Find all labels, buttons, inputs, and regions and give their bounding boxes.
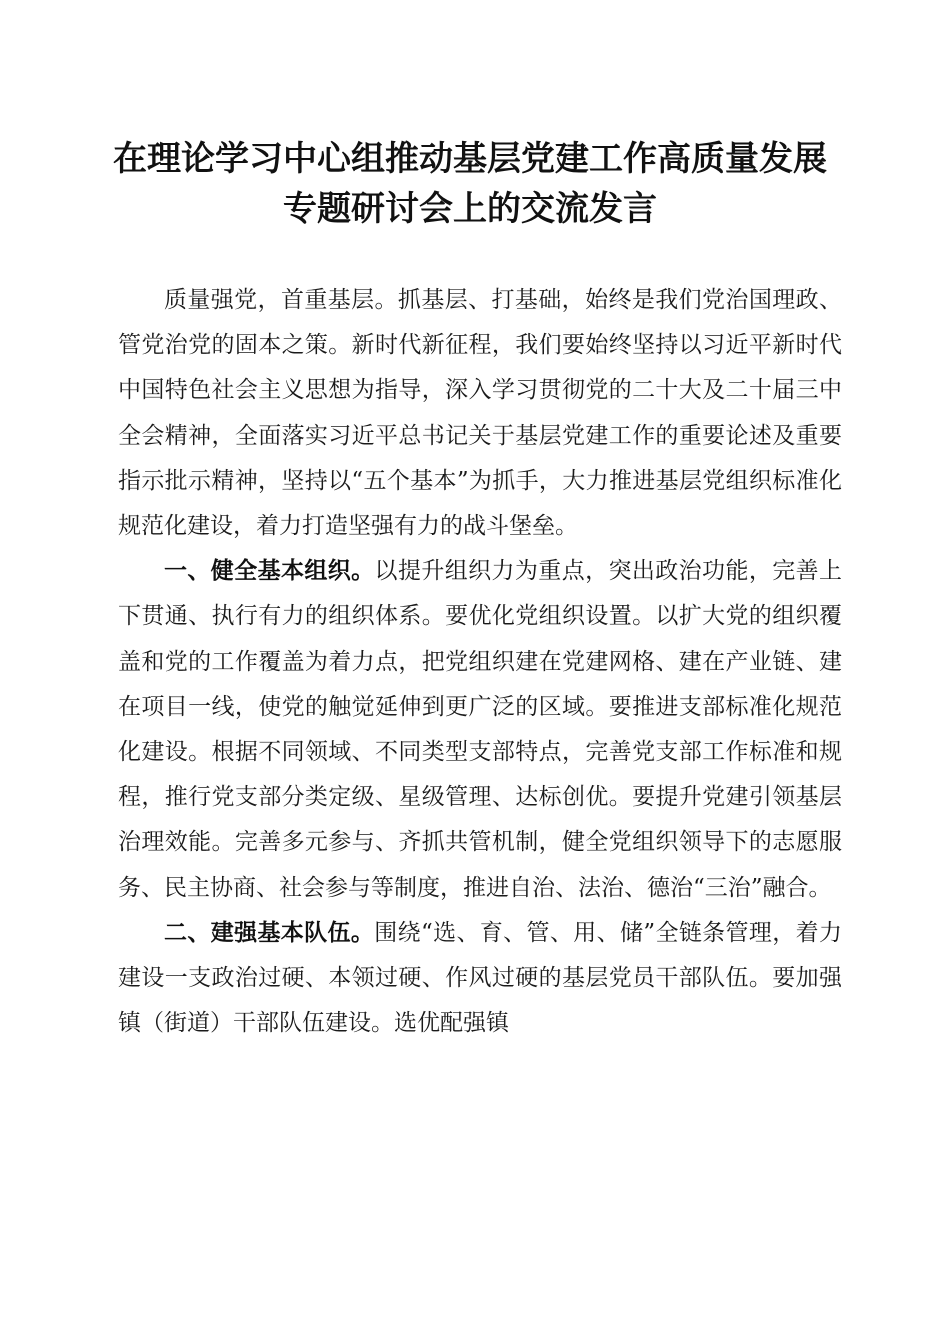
section-1-paragraph — [118, 549, 842, 911]
section-2-paragraph — [118, 911, 842, 1047]
paragraph-text: 围绕“选、育、管、用、储”全链条管理，着力建设一支政治过硬、本领过硬、作风过硬的基层党员干部队伍。要加强镇（街道）干部队伍建设。选优配强镇 — [118, 919, 842, 1037]
intro-paragraph — [118, 278, 842, 549]
document-body — [118, 278, 842, 1046]
paragraph-text: 质量强党，首重基层。抓基层、打基础，始终是我们党治国理政、管党治党的固本之策。新时代新征程，我们要始终坚持以习近平新时代中国特色社会主义思想为指导，深入学习贯彻党的二十大及二十届三中全会精神，全面落实习近平总书记关于基层党建工作的重要论述及重要指示批示精神，坚持以“五个基本”为抓手，大力推进基层党组织标准化规范化建设，着力打造坚强有力的战斗堡垒。 — [118, 287, 842, 540]
document-title: 在理论学习中心组推动基层党建工作高质量发展专题研讨会上的交流发言 — [113, 139, 827, 229]
section-2-heading: 二、建强基本队伍。 — [164, 919, 375, 946]
section-1-heading: 一、健全基本组织。 — [164, 558, 375, 585]
paragraph-text: 以提升组织力为重点，突出政治功能，完善上下贯通、执行有力的组织体系。要优化党组织设置。以扩大党的组织覆盖和党的工作覆盖为着力点，把党组织建在党建网格、建在产业链、建在项目一线，使党的触觉延伸到更广泛的区域。要推进支部标准化规范化建设。根据不同领域、不同类型支部特点，完善党支部工作标准和规程，推行党支部分类定级、星级管理、达标创优。要提升党建引领基层治理效能。完善多元参与、齐抓共管机制，健全党组织领导下的志愿服务、民主协商、社会参与等制度，推进自治、法治、德治“三治”融合。 — [118, 558, 843, 901]
